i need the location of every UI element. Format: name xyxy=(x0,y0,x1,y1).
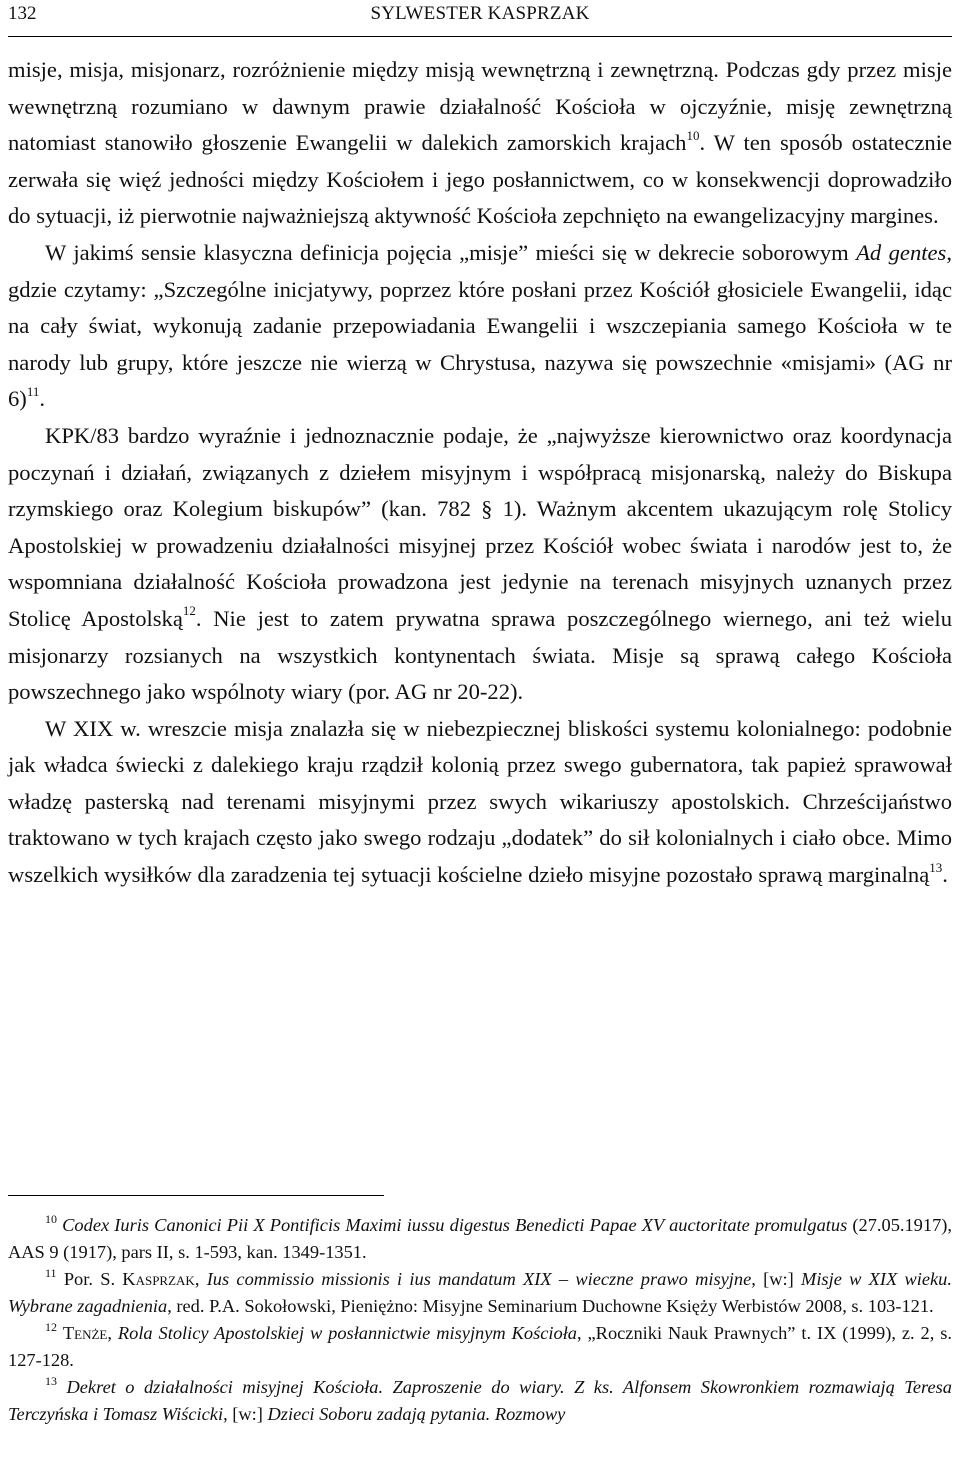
footnote-ref: 11 xyxy=(26,383,40,399)
footnote-text: , red. P.A. Sokołowski, Pieniężno: Misyjne Seminarium Duchowne Księży Werbistów 2008, s. 103-121. xyxy=(167,1296,934,1316)
footnote-title: Dekret o działalności misyjnej Kościoła. Zaproszenie do wiary. Z ks. Alfonsem Skowronkiem rozmawiają Teresa Terczyńska i Tomasz Wiścicki xyxy=(8,1377,952,1424)
paragraph-text: , gdzie czytamy: „Szczególne inicjatywy, poprzez które posłani przez Kościół głosiciele Ewangelii, idąc na cały świat, wykonują zadanie przepowiadania Ewangelii i wszczepiania samego Kościoła w te narody lub grupy, które jeszcze nie wierzą w Chrystusa, nazywa się powszechnie «misjami» (AG nr 6) xyxy=(8,239,952,412)
footnote-text: , [w:] xyxy=(223,1404,268,1424)
page-header xyxy=(8,0,952,37)
footnote xyxy=(8,1212,952,1266)
footnote-text: Por. S. xyxy=(63,1269,123,1289)
footnote-text: (27.05.1917), AAS 9 (1917), pars II, s. 1-593, kan. 1349-1351. xyxy=(8,1215,952,1262)
paragraph-text: . W ten sposób ostatecznie zerwała się więź jedności między Kościołem i jego posłannictwem, co w konsekwencji doprowadziło do sytuacji, iż pierwotnie najważniejszą aktywność Kościoła zepchnięto na ewangelizacyjny margines. xyxy=(8,130,952,229)
paragraph-text: . Nie jest to zatem prywatna sprawa poszczególnego wiernego, ani też wielu misjonarzy rozsianych na wszystkich kontynentach świata. Misje są sprawą całego Kościoła powszechnego jako wspólnoty wiary (por. AG nr 20-22). xyxy=(8,605,952,705)
paragraph xyxy=(8,418,952,711)
footnote-title: Dzieci Soboru zadają pytania. Rozmowy xyxy=(267,1404,566,1424)
footnote-title: Ius commissio missionis i ius mandatum XIX – wieczne prawo misyjne xyxy=(206,1269,752,1289)
page-number: 132 xyxy=(8,3,37,24)
footnote-text: , „Roczniki Nauk Prawnych” t. IX (1999), z. 2, s. 127-128. xyxy=(8,1323,952,1370)
paragraph-text: . xyxy=(942,862,948,888)
footnote-author: Kasprzak xyxy=(122,1269,195,1289)
footnote xyxy=(8,1374,952,1428)
footnote-author: Tenże xyxy=(62,1323,108,1343)
footnote xyxy=(8,1320,952,1374)
footnote-number: 10 xyxy=(45,1211,57,1226)
footnote-title: Codex Iuris Canonici Pii X Pontificis Maximi iussu digestus Benedicti Papae XV auctoritate promulgatus xyxy=(62,1215,848,1235)
paragraph-text: . xyxy=(39,386,46,412)
footnote-title: Misje w XIX wieku. Wybrane zagadnienia xyxy=(8,1269,952,1316)
footnote-text: , xyxy=(107,1323,118,1343)
footnote-ref: 10 xyxy=(686,127,700,143)
paragraph xyxy=(8,235,952,418)
footnote-text: , [w:] xyxy=(751,1269,801,1289)
paragraph-text: KPK/83 bardzo wyraźnie i jednoznacznie podaje, że „najwyższe kierownictwo oraz koordynacja poczynań i działań, związanych z dziełem misyjnym i współpracą misjonarską, należy do Biskupa rzymskiego oraz Kolegium biskupów” (kan. 782 § 1). Ważnym akcentem ukazującym rolę Stolicy Apostolskiej w prowadzeniu działalności misyjnej przez Kościół wobec świata i narodów jest to, że wspomniana działalność Kościoła prowadzona jest jedynie na terenach misyjnych uznanych przez Stolicę Apostolską xyxy=(8,422,952,631)
document-title: Ad gentes xyxy=(856,239,947,265)
running-head: SYLWESTER KASPRZAK xyxy=(370,3,590,24)
paragraph xyxy=(8,52,952,235)
footnotes xyxy=(8,1212,952,1428)
footnote-number: 12 xyxy=(45,1319,57,1334)
footnote-number: 13 xyxy=(45,1373,57,1388)
footnote-ref: 13 xyxy=(929,859,943,875)
footnote-text: , xyxy=(194,1269,207,1289)
footnote-title: Rola Stolicy Apostolskiej w posłannictwie misyjnym Kościoła xyxy=(117,1323,577,1343)
paragraph xyxy=(8,711,952,894)
footnote-divider xyxy=(8,1195,384,1196)
main-text xyxy=(8,52,952,894)
paragraph-text: W jakimś sensie klasyczna definicja pojęcia „misje” mieści się w dekrecie soborowym xyxy=(45,239,857,265)
footnote xyxy=(8,1266,952,1320)
paragraph-text: misje, misja, misjonarz, rozróżnienie między misją wewnętrzną i zewnętrzną. Podczas gdy przez misje wewnętrzną rozumiano w dawnym prawie działalność Kościoła w ojczyźnie, misję zewnętrzną natomiast stanowiło głoszenie Ewangelii w dalekich zamorskich krajach xyxy=(8,57,952,156)
footnote-number: 11 xyxy=(45,1265,57,1280)
footnote-ref: 12 xyxy=(182,603,196,619)
paragraph-text: W XIX w. wreszcie misja znalazła się w niebezpiecznej bliskości systemu kolonialnego: podobnie jak władca świecki z dalekiego kraju rządził kolonią przez swego gubernatora, tak papież sprawował władzę pasterską nad terenami misyjnymi przez swych wikariuszy apostolskich. Chrześcijaństwo traktowano w tych krajach często jako swego rodzaju „dodatek” do sił kolonialnych i ciało obce. Mimo wszelkich wysiłków dla zaradzenia tej sytuacji kościelne dzieło misyjne pozostało sprawą marginalną xyxy=(8,715,952,888)
